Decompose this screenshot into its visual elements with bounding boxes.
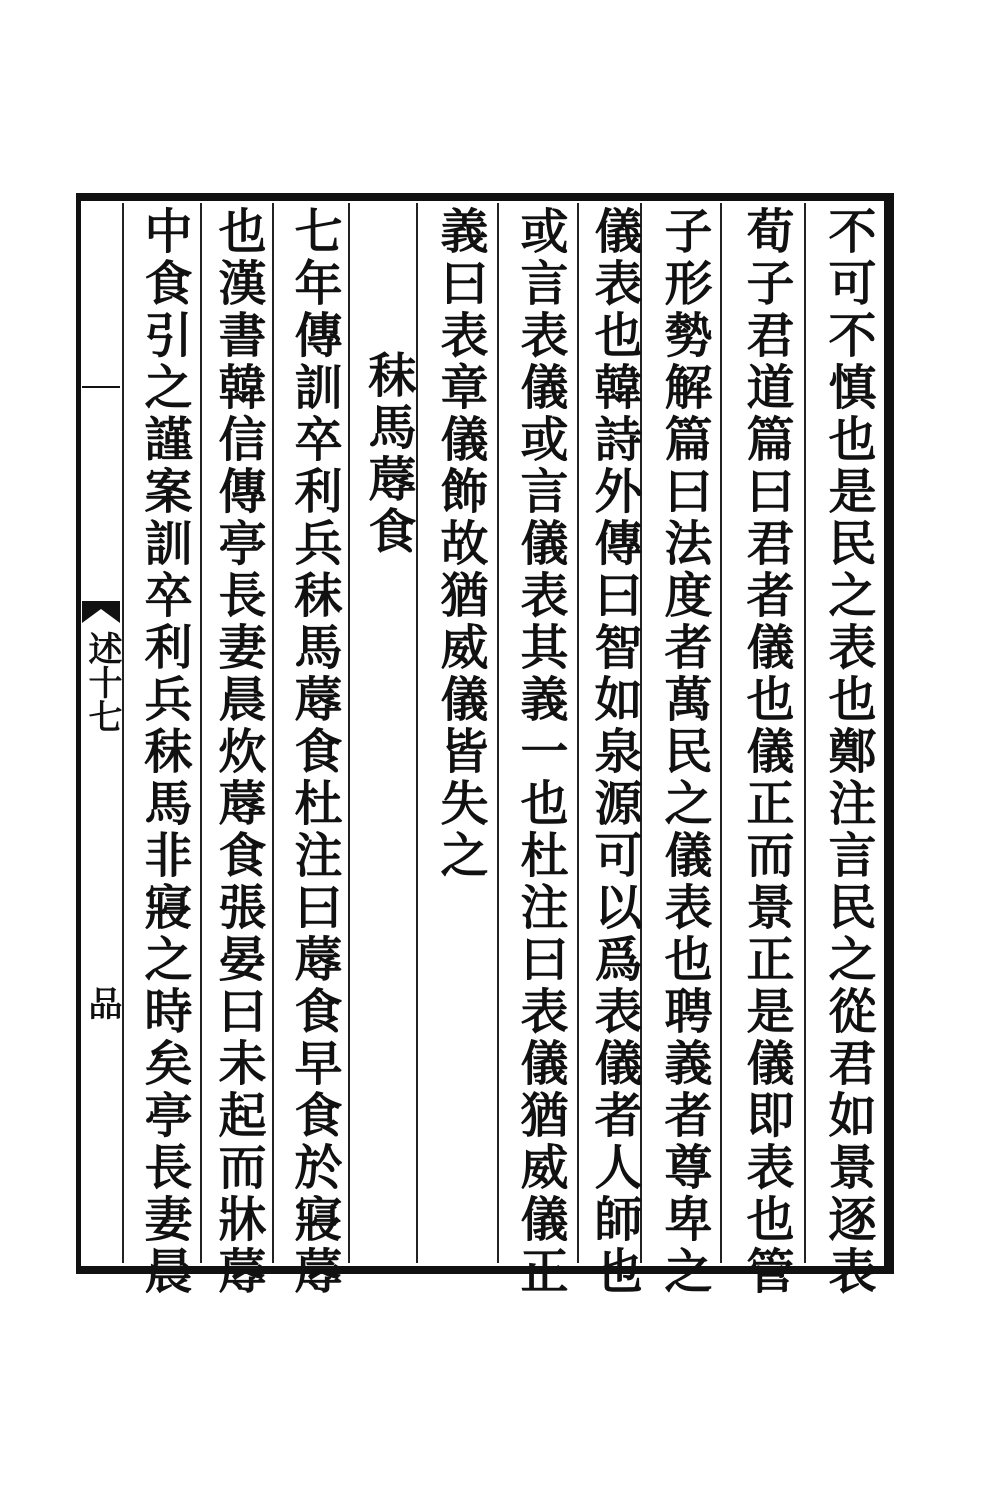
column-rule (200, 203, 202, 1263)
banxin-title: 述十七 (82, 631, 122, 733)
text-column: 不可不慎也是民之表也鄭注言民之從君如景逐表 (820, 206, 876, 1298)
text-column: 七年傳訓卒利兵秣馬蓐食杜注曰蓐食早食於寢蓐 (286, 206, 342, 1298)
banxin-column (82, 201, 120, 1266)
column-rule (348, 203, 350, 1263)
text-column: 子形勢解篇曰法度者萬民之儀表也聘義者尊卑之 (656, 206, 712, 1298)
frame-left-border (76, 193, 81, 1274)
text-column: 也漢書韓信傳亭長妻晨炊蓐食張晏曰未起而牀蓐 (210, 206, 266, 1298)
column-rule (720, 203, 722, 1263)
frame-right-border (884, 193, 894, 1274)
column-rule (804, 203, 806, 1263)
column-rule (122, 203, 124, 1263)
column-rule (272, 203, 274, 1263)
column-rule (497, 203, 499, 1263)
text-column: 儀表也韓詩外傳曰智如泉源可以爲表儀者人師也 (586, 206, 642, 1298)
text-column: 中食引之謹案訓卒利兵秣馬非寢之時矣亭長妻晨 (136, 206, 192, 1298)
column-rule (577, 203, 579, 1263)
section-heading: 秣馬蓐食 (360, 350, 416, 558)
banxin-separator (82, 386, 120, 388)
frame-top-border (76, 193, 894, 201)
text-column: 義曰表章儀飾故猶威儀皆失之 (432, 206, 488, 882)
fishtail-icon (82, 601, 120, 623)
text-column: 或言表儀或言儀表其義一也杜注曰表儀猶威儀正 (512, 206, 568, 1298)
banxin-page-marker: 品 (82, 986, 122, 1020)
text-column: 荀子君道篇曰君者儀也儀正而景正是儀即表也管 (738, 206, 794, 1298)
